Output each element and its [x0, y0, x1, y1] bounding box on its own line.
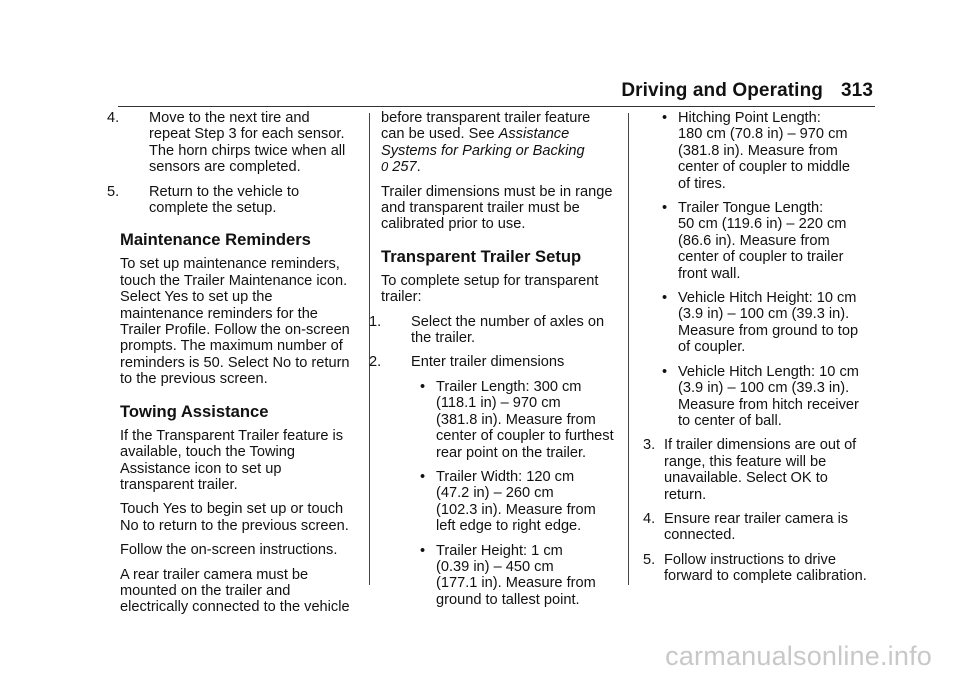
step-text: If trailer dimensions are out of range, this feature will be unavailable. Select OK to return. — [664, 437, 857, 503]
bullet-icon: • — [662, 363, 668, 380]
step-5-calibration — [643, 552, 883, 585]
continued-text: before transparent trailer feature can be used. See — [381, 110, 591, 143]
bullet-text: Hitching Point Length: 180 cm (70.8 in) – 970 cm (381.8 in). Measure from center of coupler to middle of tires. — [678, 110, 850, 192]
column-divider — [628, 113, 629, 585]
maintenance-paragraph: To set up maintenance reminders, touch the Trailer Maintenance icon. Select Yes to set up the maintenance reminders for the Trailer Profile. Follow the on-screen prompts. The maximum number of reminders is 50. Select No to return to the previous screen. — [120, 256, 350, 388]
page-header — [621, 80, 873, 102]
step-2-dimensions — [369, 354, 621, 371]
bullet-text: Trailer Width: 120 cm (47.2 in) – 260 cm (102.3 in). Measure from left edge to right edge. — [436, 468, 596, 535]
bullet-hitching-point-length — [662, 110, 883, 192]
bullet-icon: • — [420, 468, 426, 485]
column-divider — [369, 113, 370, 585]
transparent-trailer-setup-heading: Transparent Trailer Setup — [381, 246, 582, 266]
bullet-text: Vehicle Hitch Height: 10 cm (3.9 in) – 100 cm (39.3 in). Measure from ground to top of coupler. — [678, 290, 859, 356]
step-number: 4. — [107, 110, 120, 126]
towing-assistance-heading: Towing Assistance — [120, 401, 269, 421]
step-4-camera — [643, 511, 883, 544]
towing-paragraph-1: If the Transparent Trailer feature is available, touch the Towing Assistance icon to set up transparent trailer. — [120, 427, 344, 493]
cross-reference-page: 257 — [392, 159, 417, 176]
page-reference-icon: 0 — [381, 159, 389, 175]
bullet-icon: • — [420, 378, 426, 395]
continued-paragraph — [381, 110, 621, 176]
column-1 — [107, 110, 360, 624]
step-3-out-of-range — [643, 437, 883, 503]
watermark: carmanualsonline.info — [665, 641, 932, 671]
section-title: Driving and Operating — [621, 80, 823, 101]
step-text: Follow instructions to drive forward to complete calibration. — [664, 551, 867, 585]
step-text: Select the number of axles on the trailer. — [411, 313, 605, 347]
maintenance-reminders-heading: Maintenance Reminders — [120, 230, 311, 250]
step-text: Enter trailer dimensions — [411, 354, 565, 371]
towing-paragraph-2: Touch Yes to begin set up or touch No to return to the previous screen. — [120, 501, 349, 534]
step-number: 5. — [107, 183, 120, 200]
reference-period: . — [416, 159, 421, 176]
bullet-text: Trailer Height: 1 cm (0.39 in) – 450 cm (177.1 in). Measure from ground to tallest point. — [436, 542, 596, 608]
step-number: 4. — [643, 510, 656, 527]
bullet-text: Trailer Tongue Length: 50 cm (119.6 in) – 220 cm (86.6 in). Measure from center of coupler to trailer front wall. — [678, 200, 847, 282]
page-number: 313 — [840, 80, 873, 101]
bullet-icon: • — [662, 110, 668, 126]
bullet-text: Vehicle Hitch Length: 10 cm (3.9 in) – 100 cm (39.3 in). Measure from hitch receiver to center of ball. — [678, 363, 859, 429]
step-1-axles — [369, 313, 621, 347]
step-text: Move to the next tire and repeat Step 3 for each sensor. The horn chirps twice when all sensors are completed. — [149, 110, 346, 176]
bullet-icon: • — [662, 290, 668, 307]
step-4-tire-sensor — [107, 110, 360, 176]
step-text: Ensure rear trailer camera is connected. — [664, 510, 849, 544]
towing-paragraph-4: A rear trailer camera must be mounted on the trailer and electrically connected to the vehicle — [120, 566, 350, 616]
towing-paragraph-3: Follow the on-screen instructions. — [120, 542, 338, 559]
bullet-icon: • — [662, 200, 668, 217]
bullet-trailer-length — [420, 378, 621, 461]
step-number: 5. — [643, 551, 656, 568]
bullet-vehicle-hitch-height — [662, 290, 883, 356]
bullet-trailer-width — [420, 468, 621, 535]
bullet-vehicle-hitch-length — [662, 363, 883, 430]
column-3 — [643, 110, 883, 593]
bullet-text: Trailer Length: 300 cm (118.1 in) – 970 cm (381.8 in). Measure from center of coupler to furthest rear point on the trailer. — [436, 378, 614, 461]
bullet-icon: • — [420, 542, 426, 559]
setup-intro: To complete setup for transparent trailer: — [381, 272, 599, 306]
bullet-trailer-tongue-length — [662, 200, 883, 282]
cross-reference-title-2: Systems for Parking or Backing — [381, 142, 585, 159]
step-text: Return to the vehicle to complete the setup. — [149, 183, 300, 217]
header-rule — [118, 106, 875, 107]
step-5-return — [107, 183, 360, 217]
step-number: 3. — [643, 437, 656, 454]
step-number: 2. — [369, 354, 382, 371]
cross-reference-title-1: Assistance — [498, 126, 570, 143]
step-number: 1. — [369, 313, 382, 330]
column-2 — [369, 110, 621, 616]
bullet-trailer-height — [420, 542, 621, 609]
range-paragraph: Trailer dimensions must be in range and transparent trailer must be calibrated prior to use. — [381, 183, 613, 233]
